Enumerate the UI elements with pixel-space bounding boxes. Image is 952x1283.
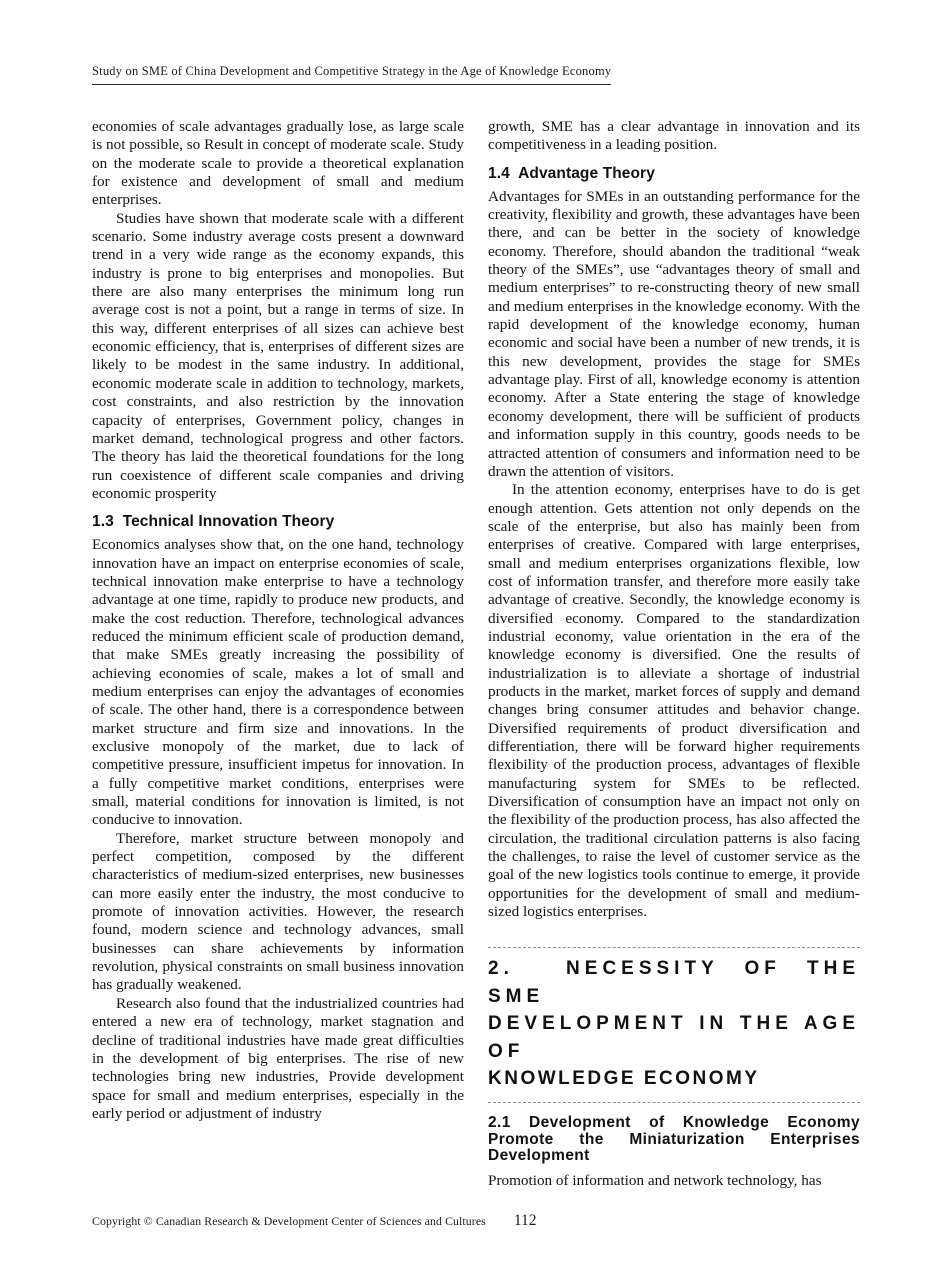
section-heading (488, 947, 860, 1103)
content-columns (92, 118, 860, 1190)
heading-line: Promote the Miniaturization Enterprises (488, 1130, 860, 1148)
paragraph: Therefore, market structure between monopoly and perfect competition, composed by the different characteristics of medium-sized enterprises, new businesses can more easily enter the industry, the most conducive to promote of innovation activities. However, the research found, modern science and technology advances, small businesses can share achievements by information revolution, physical constraints on small business innovation has gradually weakened. (92, 829, 464, 994)
paragraph: Advantages for SMEs in an outstanding performance for the creativity, flexibility and growth, these advantages have been there, and can be better in the society of knowledge economy. Therefore, should abandon the traditional “weak theory of the SMEs”, use “advantages theory of small and medium enterprises” to re-constructing theory of new small and medium enterprises in the knowledge economy. With the rapid development of the knowledge economy, human economic and social have been a number of new trends, it is this new development, provides the stage for SMEs advantage play. First of all, knowledge economy is attention economy. After a State entering the stage of knowledge economy development, there will be sufficient of products and information supply in this country, goods needs to be attracted attention of consumers and information need to be drawn the attention of visitors. (488, 187, 860, 480)
heading-line: KNOWLEDGE ECONOMY (488, 1068, 760, 1090)
paragraph: In the attention economy, enterprises have to do is get enough attention. Gets attention not only depends on the scale of the enterprise, but also has mainly been from enterprises of creative. Compared with large enterprises, small and medium enterprises organizations flexible, low cost of information transfer, and therefore more easily take advantage of creative. Secondly, the knowledge economy is diversified economy. Compared to the standardization industrial economy, value orientation in the era of the knowledge economy is diversified. One the results of industrialization is to alleviate a shortage of industrial products in the market, market forces of supply and demand changes bring consumer attitudes and behavior change. Diversified requirements of product diversification and differentiation, there will be forward higher requirements flexibility of the production process, advantages of flexible manufacturing system for SMEs to be reflected. Diversification of consumption have an impact not only on the flexibility of the production process, has also affected the circulation, the traditional circulation patterns is also facing the challenges, to raise the level of customer service as the goal of the new logistics tools continue to emerge, it provide opportunities for the development of small and medium-sized logistics enterprises. (488, 481, 860, 921)
paragraph: Promotion of information and network technology, has (488, 1171, 822, 1189)
page-footer (92, 1212, 860, 1230)
paragraph: Studies have shown that moderate scale with a different scenario. Some industry average costs present a downward trend in a very wide range as the economy expands, this industry is prone to big enterprises and monopolies. But there are also many enterprises the minimum long run average cost is not a point, but a range in terms of size. In this way, different enterprises of all sizes can achieve best economic efficiency, that is, enterprises of different sizes are likely to be modest in the same industry. In additional, economic moderate scale in addition to technology, markets, cost constraints, and also restriction by the innovation capacity of enterprises, Government policy, changes in market demand, technological progress and other factors. The theory has laid the theoretical foundations for the long run coexistence of different scale companies and driving economic prosperity (92, 209, 464, 502)
left-column (92, 118, 464, 1190)
heading-line: DEVELOPMENT IN THE AGE OF (488, 1013, 860, 1062)
paragraph: Research also found that the industrialized countries had entered a new era of technology, market stagnation and decline of traditional industries have made great difficulties in the development of big enterprises. The rise of new technologies bring new industries, Provide development space for small and medium enterprises, especially in the early period or adjustment of industry (92, 994, 464, 1122)
page-number: 112 (513, 1212, 537, 1229)
copyright-notice: Copyright © Canadian Research & Development Center of Sciences and Cultures (92, 1214, 486, 1228)
running-header-title: Study on SME of China Development and Competitive Strategy in the Age of Knowledge Economy (92, 64, 611, 85)
heading-line: Development (488, 1147, 590, 1165)
right-column (488, 118, 860, 1190)
heading-line: 2. NECESSITY OF THE SME (488, 958, 860, 1007)
running-header (92, 62, 611, 85)
paragraph: Economics analyses show that, on the one hand, technology innovation have an impact on enterprise economies of scale, technical innovation make enterprise to have a technology advantage at one time, rapidly to produce new products, and make the cost reduction. Therefore, technological advances reduced the minimum efficient scale of production demand, that make SMEs greatly increasing the possibility of achieving economies of scale, makes a lot of small and medium enterprises can enjoy the advantages of economies of scale. The other hand, there is a correspondence between market structure and firm size and innovations. In the exclusive monopoly of the market, due to lack of competitive pressure, insufficient impetus for innovation. In a fully competitive market conditions, enterprises were small, material conditions for innovation is limited, is not conducive to innovation. (92, 536, 464, 829)
subsection-heading: 1.3 Technical Innovation Theory (92, 513, 335, 531)
subsection-heading: 1.4 Advantage Theory (488, 164, 655, 182)
paragraph: economies of scale advantages gradually lose, as large scale is not possible, so Result in concept of moderate scale. Study on the moderate scale to provide a theoretical explanation for existence and development of small and medium enterprises. (92, 118, 464, 209)
heading-line: 2.1 Development of Knowledge Economy (488, 1113, 860, 1131)
subsection-heading (488, 1115, 860, 1165)
paragraph: growth, SME has a clear advantage in innovation and its competitiveness in a leading position. (488, 118, 860, 154)
